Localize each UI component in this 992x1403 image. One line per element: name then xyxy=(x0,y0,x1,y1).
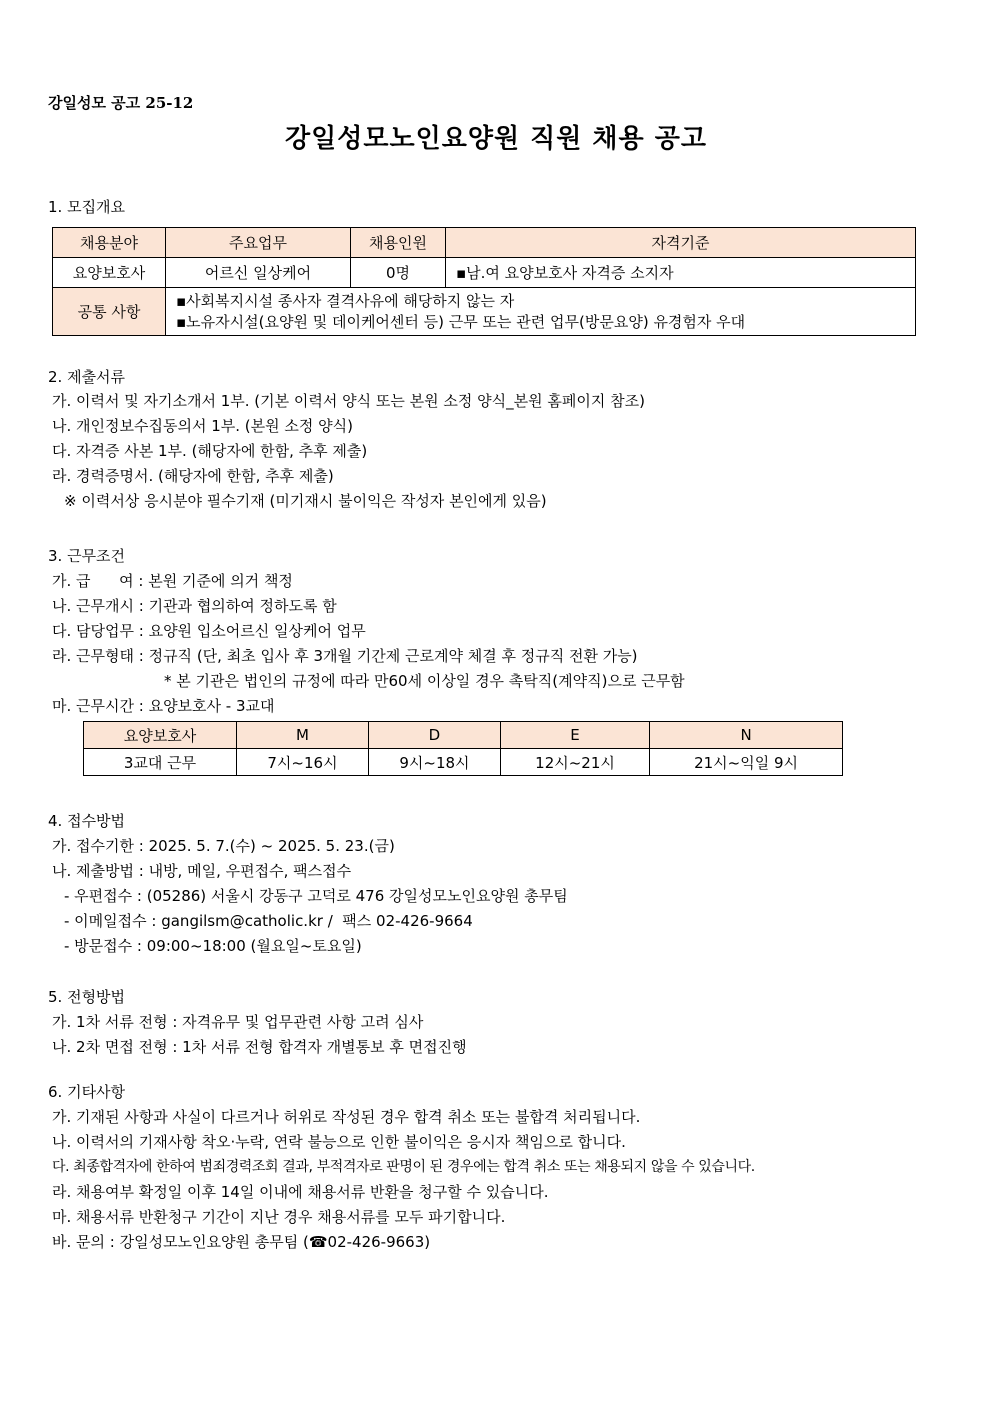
list-item: 나. 제출방법 : 내방, 메일, 우편접수, 팩스접수 xyxy=(52,862,352,880)
list-item: 다. 최종합격자에 한하여 범죄경력조회 결과, 부적격자로 판명이 된 경우에는 합격 취소 또는 채용되지 않을 수 있습니다. xyxy=(52,1159,755,1175)
list-item: 나. 근무개시 : 기관과 협의하여 정하도록 함 xyxy=(52,597,337,615)
table-row xyxy=(53,288,916,336)
header-cell: 자격기준 xyxy=(446,228,916,258)
list-item: 가. 접수기한 : 2025. 5. 7.(수) ~ 2025. 5. 23.(금) xyxy=(52,837,395,855)
table-cell: 9시~18시 xyxy=(368,749,500,776)
table-cell: 12시~21시 xyxy=(500,749,649,776)
list-item: 가. 이력서 및 자기소개서 1부. (기본 이력서 양식 또는 본원 소정 양식_본원 홈페이지 참조) xyxy=(52,392,645,410)
common-item: ▪사회복지시설 종사자 결격사유에 해당하지 않는 자 xyxy=(176,291,515,310)
list-subitem: - 방문접수 : 09:00~18:00 (월요일~토요일) xyxy=(64,937,362,955)
header-cell: 주요업무 xyxy=(166,228,351,258)
list-item: 나. 개인정보수집동의서 1부. (본원 소정 양식) xyxy=(52,417,353,435)
header-cell: 요양보호사 xyxy=(84,722,237,749)
note-text: ※ 이력서상 응시분야 필수기재 (미기재시 불이익은 작성자 본인에게 있음) xyxy=(64,492,547,510)
section-heading-5: 5. 전형방법 xyxy=(48,988,126,1006)
section-heading-2: 2. 제출서류 xyxy=(48,368,126,386)
table-row xyxy=(53,258,916,288)
list-item: 나. 이력서의 기재사항 착오·누락, 연락 불능으로 인한 불이익은 응시자 책임으로 합니다. xyxy=(52,1133,626,1151)
section-heading-4: 4. 접수방법 xyxy=(48,812,126,830)
section-heading-6: 6. 기타사항 xyxy=(48,1083,126,1101)
table-header-row xyxy=(84,722,843,749)
list-item: 라. 근무형태 : 정규직 (단, 최초 입사 후 3개월 기간제 근로계약 체결 후 정규직 전환 가능) xyxy=(52,647,638,665)
common-item: ▪노유자시설(요양원 및 데이케어센터 등) 근무 또는 관련 업무(방문요양) 유경험자 우대 xyxy=(176,312,746,331)
table-cell: ▪남.여 요양보호사 자격증 소지자 xyxy=(446,258,916,288)
list-item: 라. 경력증명서. (해당자에 한함, 추후 제출) xyxy=(52,467,334,485)
shift-table xyxy=(83,721,843,776)
common-label-cell: 공통 사항 xyxy=(53,288,166,336)
table-cell: 3교대 근무 xyxy=(84,749,237,776)
recruitment-table xyxy=(52,227,916,336)
section-heading-3: 3. 근무조건 xyxy=(48,547,126,565)
table-cell: 21시~익일 9시 xyxy=(650,749,843,776)
table-header-row xyxy=(53,228,916,258)
list-subitem: - 이메일접수 : gangilsm@catholic.kr / 팩스 02-426-9664 xyxy=(64,912,473,930)
page-title: 강일성모노인요양원 직원 채용 공고 xyxy=(285,124,707,154)
common-items-cell xyxy=(166,288,916,336)
contact-info: 바. 문의 : 강일성모노인요양원 총무팀 (☎02-426-9663) xyxy=(52,1233,431,1251)
note-text: * 본 기관은 법인의 규정에 따라 만60세 이상일 경우 촉탁직(계약직)으로 근무함 xyxy=(164,672,685,690)
list-subitem: - 우편접수 : (05286) 서울시 강동구 고덕로 476 강일성모노인요양원 총무팀 xyxy=(64,887,568,905)
list-item: 라. 채용여부 확정일 이후 14일 이내에 채용서류 반환을 청구할 수 있습니다. xyxy=(52,1183,549,1201)
header-cell: 채용분야 xyxy=(53,228,166,258)
table-cell: 0명 xyxy=(351,258,446,288)
document-number: 강일성모 공고 25-12 xyxy=(48,94,194,112)
header-cell: N xyxy=(650,722,843,749)
table-cell: 7시~16시 xyxy=(237,749,369,776)
list-item: 가. 기재된 사항과 사실이 다르거나 허위로 작성된 경우 합격 취소 또는 불합격 처리됩니다. xyxy=(52,1108,641,1126)
list-item: 다. 담당업무 : 요양원 입소어르신 일상케어 업무 xyxy=(52,622,366,640)
table-cell: 요양보호사 xyxy=(53,258,166,288)
header-cell: E xyxy=(500,722,649,749)
list-item: 마. 채용서류 반환청구 기간이 지난 경우 채용서류를 모두 파기합니다. xyxy=(52,1208,506,1226)
list-item: 마. 근무시간 : 요양보호사 - 3교대 xyxy=(52,697,275,715)
list-item: 가. 1차 서류 전형 : 자격유무 및 업무관련 사항 고려 심사 xyxy=(52,1013,424,1031)
header-cell: M xyxy=(237,722,369,749)
table-cell: 어르신 일상케어 xyxy=(166,258,351,288)
table-row xyxy=(84,749,843,776)
list-item: 나. 2차 면접 전형 : 1차 서류 전형 합격자 개별통보 후 면접진행 xyxy=(52,1038,467,1056)
header-cell: 채용인원 xyxy=(351,228,446,258)
section-heading-1: 1. 모집개요 xyxy=(48,198,126,216)
list-item: 가. 급 여 : 본원 기준에 의거 책정 xyxy=(52,572,293,590)
list-item: 다. 자격증 사본 1부. (해당자에 한함, 추후 제출) xyxy=(52,442,368,460)
header-cell: D xyxy=(368,722,500,749)
